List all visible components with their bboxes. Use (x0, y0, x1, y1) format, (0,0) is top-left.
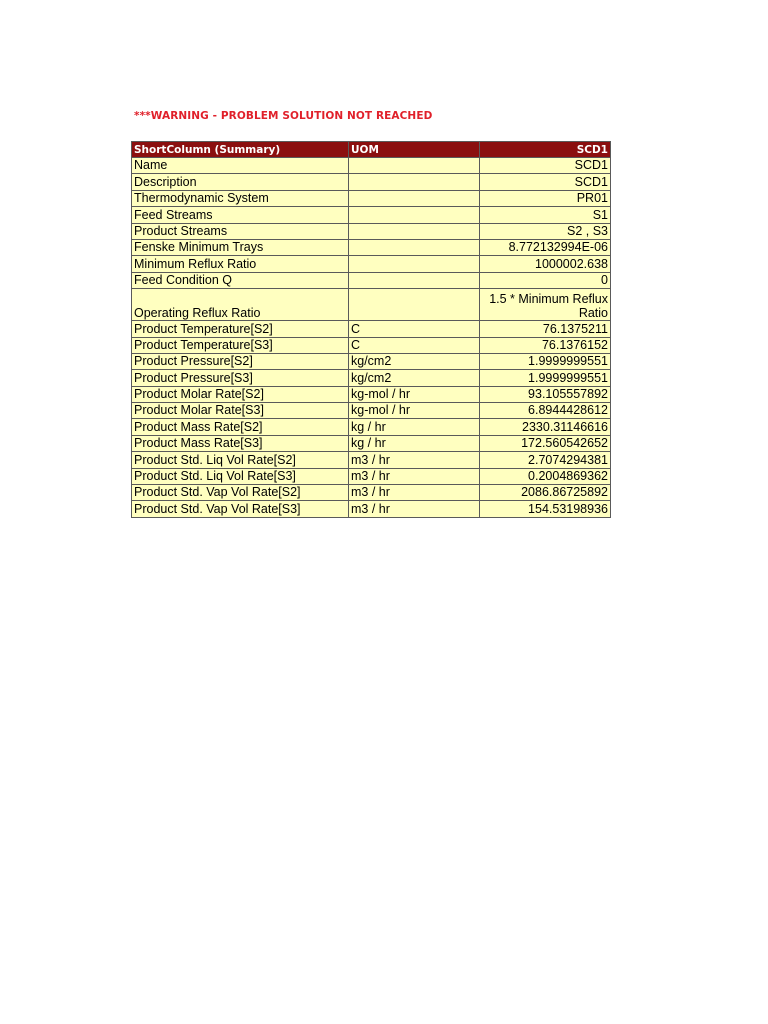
table-row (132, 370, 611, 386)
row-label: Product Std. Liq Vol Rate[S3] (132, 468, 349, 484)
table-row (132, 223, 611, 239)
row-value: SCD1 (480, 158, 611, 174)
row-uom (349, 239, 480, 255)
row-label: Product Temperature[S2] (132, 321, 349, 337)
shortcolumn-summary-table (131, 141, 611, 518)
row-label: Product Std. Vap Vol Rate[S3] (132, 501, 349, 517)
table-row (132, 353, 611, 369)
table-row (132, 403, 611, 419)
row-uom: m3 / hr (349, 501, 480, 517)
table-row (132, 272, 611, 288)
row-label: Product Mass Rate[S3] (132, 435, 349, 451)
table-row (132, 321, 611, 337)
row-uom: C (349, 337, 480, 353)
row-value: S2 , S3 (480, 223, 611, 239)
row-value: 2086.86725892 (480, 485, 611, 501)
row-label: Name (132, 158, 349, 174)
table-row (132, 386, 611, 402)
row-uom: kg / hr (349, 419, 480, 435)
row-label: Product Pressure[S3] (132, 370, 349, 386)
table-row (132, 337, 611, 353)
row-uom: kg / hr (349, 435, 480, 451)
row-label: Feed Streams (132, 207, 349, 223)
table-row (132, 485, 611, 501)
table-row (132, 174, 611, 190)
row-uom: kg/cm2 (349, 353, 480, 369)
row-value: S1 (480, 207, 611, 223)
header-property: ShortColumn (Summary) (132, 142, 349, 158)
table-row (132, 239, 611, 255)
row-uom (349, 272, 480, 288)
table-row (132, 256, 611, 272)
row-value: 2.7074294381 (480, 452, 611, 468)
row-value: 0 (480, 272, 611, 288)
table-row (132, 207, 611, 223)
row-uom: kg-mol / hr (349, 386, 480, 402)
row-label: Product Temperature[S3] (132, 337, 349, 353)
table-row (132, 452, 611, 468)
row-uom (349, 223, 480, 239)
row-uom (349, 158, 480, 174)
row-uom (349, 256, 480, 272)
row-uom: m3 / hr (349, 485, 480, 501)
row-label: Product Molar Rate[S2] (132, 386, 349, 402)
row-uom: kg-mol / hr (349, 403, 480, 419)
warning-message: ***WARNING - PROBLEM SOLUTION NOT REACHED (134, 110, 433, 122)
row-value: 93.105557892 (480, 386, 611, 402)
row-value: 172.560542652 (480, 435, 611, 451)
header-uom: UOM (349, 142, 480, 158)
row-label: Product Molar Rate[S3] (132, 403, 349, 419)
row-label: Product Std. Liq Vol Rate[S2] (132, 452, 349, 468)
row-uom (349, 190, 480, 206)
row-value: 1000002.638 (480, 256, 611, 272)
table-row (132, 468, 611, 484)
row-label: Product Streams (132, 223, 349, 239)
row-label: Minimum Reflux Ratio (132, 256, 349, 272)
row-uom: m3 / hr (349, 452, 480, 468)
table-row (132, 435, 611, 451)
row-label: Product Pressure[S2] (132, 353, 349, 369)
table-row (132, 419, 611, 435)
row-label: Product Mass Rate[S2] (132, 419, 349, 435)
row-value: 8.772132994E-06 (480, 239, 611, 255)
row-value: 6.8944428612 (480, 403, 611, 419)
row-uom (349, 289, 480, 321)
row-uom: m3 / hr (349, 468, 480, 484)
row-value: 0.2004869362 (480, 468, 611, 484)
row-label: Fenske Minimum Trays (132, 239, 349, 255)
row-label: Operating Reflux Ratio (132, 289, 349, 321)
header-scd1: SCD1 (480, 142, 611, 158)
row-value: 76.1376152 (480, 337, 611, 353)
row-value: 1.5 * Minimum Reflux Ratio (480, 289, 611, 321)
row-label: Thermodynamic System (132, 190, 349, 206)
table-row (132, 289, 611, 321)
row-uom (349, 174, 480, 190)
row-uom: C (349, 321, 480, 337)
table-row (132, 501, 611, 517)
row-value: PR01 (480, 190, 611, 206)
row-value: 1.9999999551 (480, 370, 611, 386)
row-label: Feed Condition Q (132, 272, 349, 288)
row-value: 76.1375211 (480, 321, 611, 337)
table-row (132, 190, 611, 206)
row-label: Description (132, 174, 349, 190)
table-row (132, 158, 611, 174)
row-value: SCD1 (480, 174, 611, 190)
row-uom (349, 207, 480, 223)
row-value: 2330.31146616 (480, 419, 611, 435)
row-label: Product Std. Vap Vol Rate[S2] (132, 485, 349, 501)
table-header-row (132, 142, 611, 158)
row-value: 1.9999999551 (480, 353, 611, 369)
row-uom: kg/cm2 (349, 370, 480, 386)
row-value: 154.53198936 (480, 501, 611, 517)
